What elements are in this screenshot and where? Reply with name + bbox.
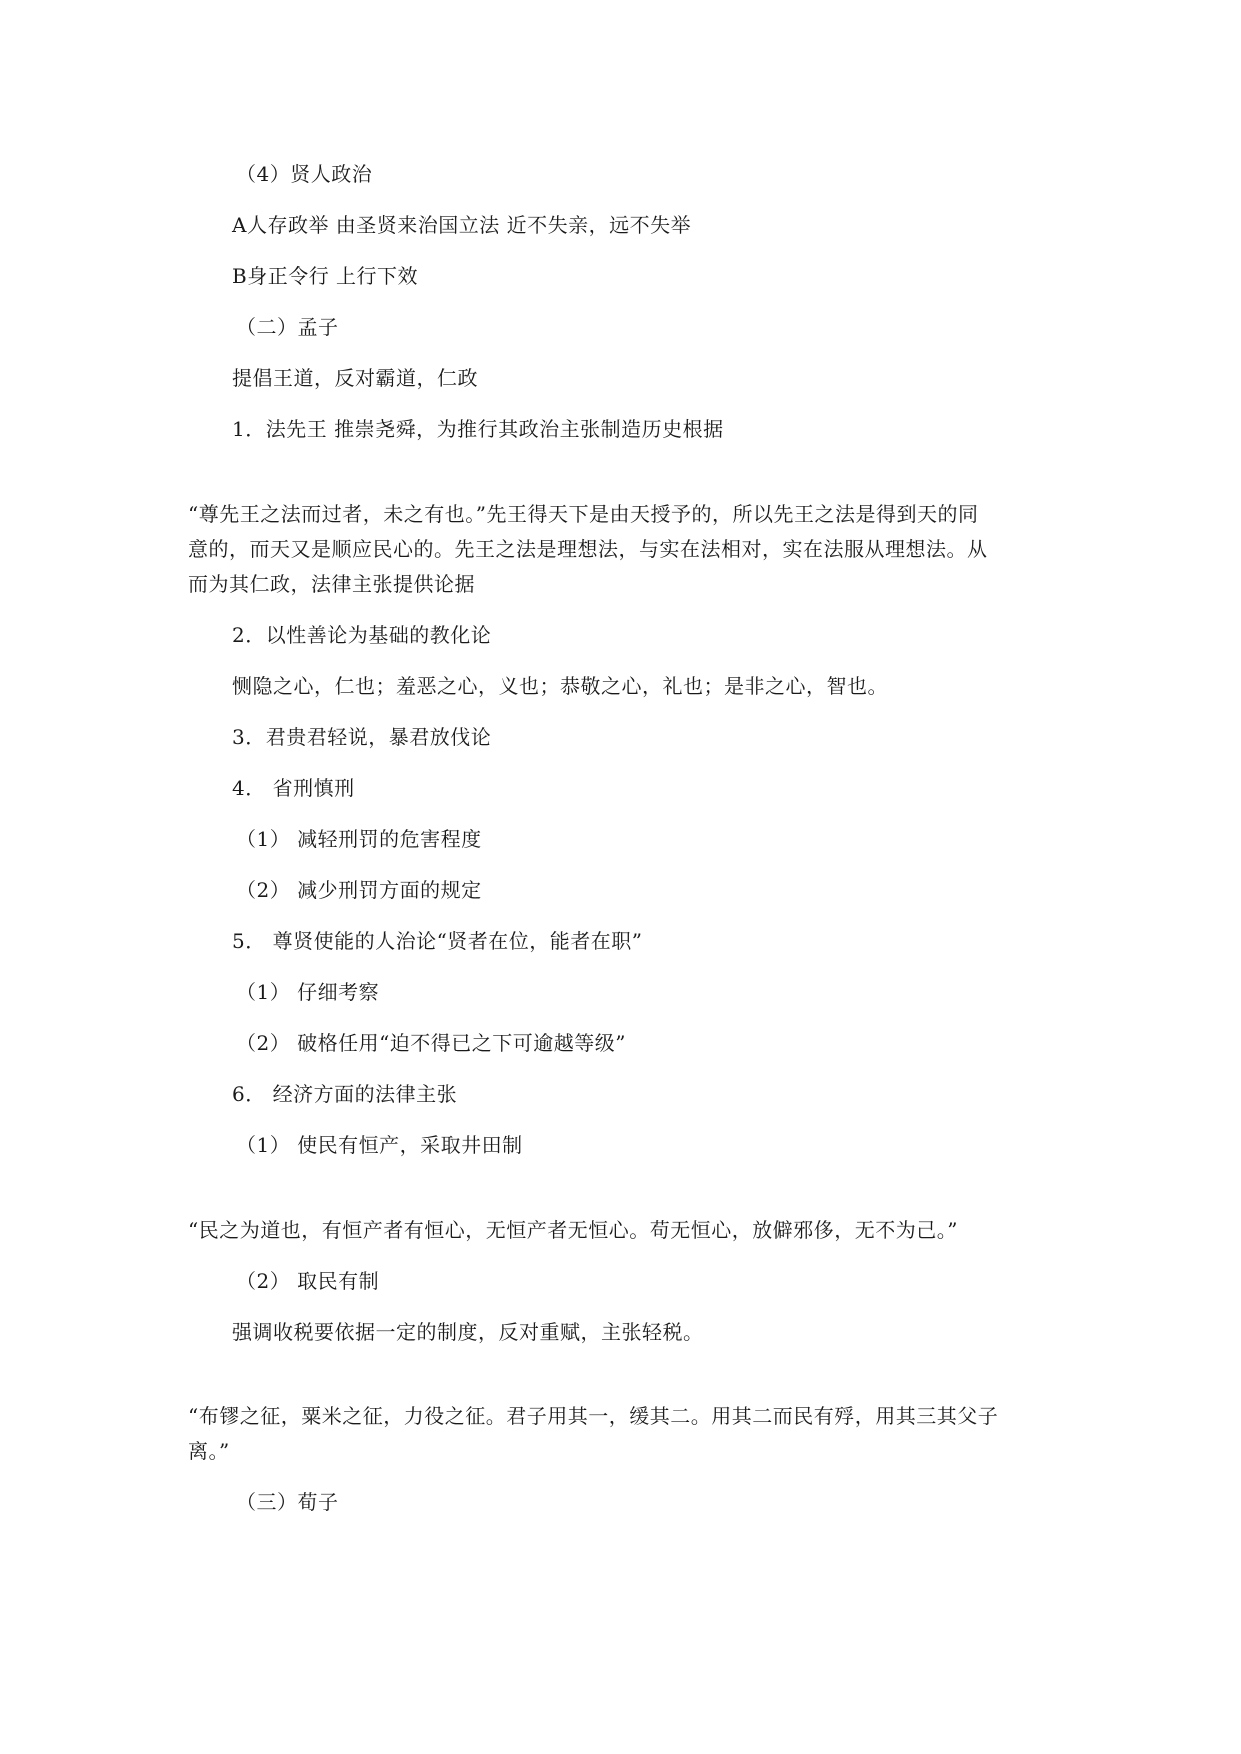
item-6-sub-2: （2） 取民有制 — [236, 1269, 380, 1293]
item-3: 3．君贵君轻说，暴君放伐论 — [232, 725, 492, 749]
tax-summary: 强调收税要依据一定的制度，反对重赋，主张轻税。 — [232, 1320, 704, 1344]
item-1: 1．法先王 推崇尧舜，为推行其政治主张制造历史根据 — [232, 417, 724, 441]
item-4: 4． 省刑慎刑 — [232, 776, 355, 800]
section-xunzi: （三）荀子 — [236, 1490, 339, 1514]
point-a: A人存政举 由圣贤来治国立法 近不失亲，远不失举 — [232, 213, 692, 237]
item-4-sub-2: （2） 减少刑罚方面的规定 — [236, 878, 482, 902]
point-b: B身正令行 上行下效 — [232, 264, 419, 288]
item-2: 2．以性善论为基础的教化论 — [232, 623, 492, 647]
item-5: 5． 尊贤使能的人治论“贤者在位，能者在职” — [232, 929, 643, 953]
quote-1-line-2: 意的，而天又是顺应民心的。先王之法是理想法，与实在法相对，实在法服从理想法。从 — [188, 537, 988, 561]
item-6-sub-1: （1） 使民有恒产，采取井田制 — [236, 1133, 523, 1157]
quote-1-line-1: “尊先王之法而过者，未之有也。”先王得天下是由天授予的，所以先王之法是得到天的同 — [188, 502, 979, 526]
mencius-summary: 提倡王道，反对霸道，仁政 — [232, 366, 478, 390]
item-5-sub-1: （1） 仔细考察 — [236, 980, 380, 1004]
quote-2: “民之为道也，有恒产者有恒心，无恒产者无恒心。苟无恒心，放僻邪侈，无不为己。” — [188, 1218, 958, 1242]
item-5-sub-2: （2） 破格任用“迫不得已之下可逾越等级” — [236, 1031, 627, 1055]
heading-sage-politics: （4）贤人政治 — [236, 162, 373, 186]
item-6: 6． 经济方面的法律主张 — [232, 1082, 458, 1106]
item-4-sub-1: （1） 减轻刑罚的危害程度 — [236, 827, 482, 851]
four-hearts: 恻隐之心，仁也；羞恶之心，义也；恭敬之心，礼也；是非之心，智也。 — [232, 674, 888, 698]
quote-3-line-2: 离。” — [188, 1439, 230, 1463]
quote-3-line-1: “布镠之征，粟米之征，力役之征。君子用其一，缓其二。用其二而民有殍，用其三其父子 — [188, 1404, 999, 1428]
quote-1-line-3: 而为其仁政，法律主张提供论据 — [188, 572, 475, 596]
section-mencius: （二）孟子 — [236, 315, 339, 339]
